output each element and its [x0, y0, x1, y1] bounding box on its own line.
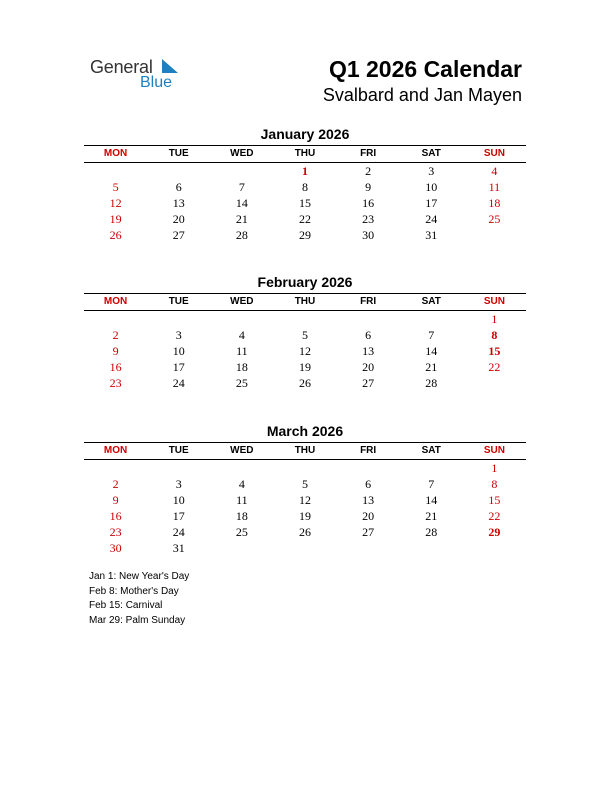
- week-row: [84, 524, 526, 540]
- day-cell: 30: [362, 228, 375, 242]
- day-cell: 8: [301, 180, 308, 194]
- day-cell: 8: [491, 477, 498, 491]
- day-cell: 15: [298, 196, 311, 210]
- weekday-header: THU: [294, 148, 316, 159]
- day-cell: [84, 311, 147, 327]
- day-cell: 23: [362, 212, 375, 226]
- day-cell: 4: [491, 164, 498, 178]
- day-cell: 6: [365, 328, 372, 342]
- week-row: [84, 195, 526, 211]
- day-cell: 2: [112, 477, 119, 491]
- day-cell: 17: [172, 360, 185, 374]
- day-cell: 19: [298, 509, 311, 523]
- day-cell: 4: [238, 328, 245, 342]
- day-cell: 1: [491, 461, 498, 475]
- day-cell: [210, 540, 273, 556]
- weekday-header-row: [84, 145, 526, 163]
- day-cell: 6: [175, 180, 182, 194]
- day-cell: 6: [365, 477, 372, 491]
- weekday-header: WED: [230, 445, 254, 456]
- month-february: [84, 273, 526, 391]
- day-cell: [337, 540, 400, 556]
- day-cell: 20: [172, 212, 185, 226]
- day-cell: 27: [362, 525, 375, 539]
- week-row: [84, 492, 526, 508]
- weekday-header: THU: [294, 296, 316, 307]
- day-cell: 8: [491, 328, 498, 342]
- day-cell: 28: [425, 376, 438, 390]
- day-cell: 25: [235, 376, 248, 390]
- day-cell: 5: [112, 180, 119, 194]
- weekday-header: TUE: [168, 296, 189, 307]
- day-cell: [273, 460, 336, 476]
- day-cell: 24: [425, 212, 438, 226]
- day-cell: 28: [235, 228, 248, 242]
- day-cell: [210, 311, 273, 327]
- day-cell: [463, 227, 526, 243]
- weekday-header: TUE: [168, 445, 189, 456]
- holiday-item: Feb 15: Carnival: [89, 600, 163, 611]
- day-cell: 20: [362, 509, 375, 523]
- day-cell: 7: [238, 180, 245, 194]
- day-cell: [273, 311, 336, 327]
- day-cell: [147, 163, 210, 179]
- week-row: [84, 227, 526, 243]
- day-cell: 13: [362, 344, 375, 358]
- weekday-header: SAT: [421, 148, 441, 159]
- day-cell: 7: [428, 477, 435, 491]
- day-cell: 22: [488, 360, 501, 374]
- weekday-header: SAT: [421, 296, 441, 307]
- week-row: [84, 311, 526, 327]
- day-cell: 10: [425, 180, 438, 194]
- day-cell: 1: [301, 164, 308, 178]
- weekday-header-row: [84, 442, 526, 460]
- day-cell: 11: [488, 180, 501, 194]
- day-cell: [210, 163, 273, 179]
- day-cell: [337, 460, 400, 476]
- day-cell: 7: [428, 328, 435, 342]
- day-cell: 14: [425, 493, 438, 507]
- day-cell: 24: [172, 376, 185, 390]
- day-cell: 26: [109, 228, 122, 242]
- holiday-list: [89, 570, 189, 628]
- logo-triangle-icon: [162, 59, 178, 73]
- day-cell: 22: [298, 212, 311, 226]
- day-cell: 22: [488, 509, 501, 523]
- holiday-item: Feb 8: Mother's Day: [89, 585, 179, 597]
- day-cell: 12: [298, 344, 311, 358]
- logo: [90, 56, 190, 96]
- day-cell: 16: [362, 196, 375, 210]
- day-cell: [147, 311, 210, 327]
- day-cell: 9: [112, 344, 119, 358]
- week-row: [84, 540, 526, 556]
- day-cell: 29: [298, 228, 311, 242]
- day-cell: [400, 460, 463, 476]
- weekday-header: WED: [230, 296, 254, 307]
- day-cell: [463, 375, 526, 391]
- week-row: [84, 179, 526, 195]
- week-row: [84, 508, 526, 524]
- logo-text-blue: Blue: [140, 74, 173, 91]
- day-cell: [84, 460, 147, 476]
- day-cell: 1: [491, 312, 498, 326]
- day-cell: 12: [298, 493, 311, 507]
- weekday-header: FRI: [360, 148, 377, 159]
- day-cell: 18: [488, 196, 501, 210]
- weekday-header: THU: [294, 445, 316, 456]
- weekday-header: WED: [230, 148, 254, 159]
- weekday-header: SUN: [483, 445, 505, 456]
- day-cell: 11: [236, 493, 248, 507]
- day-cell: 20: [362, 360, 375, 374]
- day-cell: 29: [488, 525, 501, 539]
- day-cell: [273, 540, 336, 556]
- day-cell: 15: [488, 493, 501, 507]
- day-cell: [147, 460, 210, 476]
- day-cell: 21: [235, 212, 248, 226]
- day-cell: 9: [112, 493, 119, 507]
- day-cell: 27: [172, 228, 185, 242]
- day-cell: 3: [175, 477, 182, 491]
- day-cell: 3: [428, 164, 435, 178]
- week-row: [84, 163, 526, 179]
- month-january: [84, 125, 526, 243]
- day-cell: 14: [235, 196, 248, 210]
- logo-text-general: General: [90, 57, 153, 77]
- day-cell: 9: [365, 180, 372, 194]
- day-cell: 4: [238, 477, 245, 491]
- day-cell: 11: [236, 344, 248, 358]
- day-cell: 16: [109, 509, 122, 523]
- day-cell: 18: [235, 360, 248, 374]
- day-cell: 3: [175, 328, 182, 342]
- day-cell: 18: [235, 509, 248, 523]
- day-cell: 5: [301, 477, 308, 491]
- day-cell: 23: [109, 376, 122, 390]
- week-row: [84, 327, 526, 343]
- day-cell: 19: [298, 360, 311, 374]
- weekday-header: FRI: [360, 445, 377, 456]
- day-cell: [210, 460, 273, 476]
- week-row: [84, 359, 526, 375]
- weekday-header-row: [84, 293, 526, 311]
- day-cell: 27: [362, 376, 375, 390]
- day-cell: 17: [172, 509, 185, 523]
- day-cell: 30: [109, 541, 122, 555]
- week-row: [84, 343, 526, 359]
- weekday-header: MON: [103, 148, 128, 159]
- day-cell: 25: [235, 525, 248, 539]
- day-cell: [400, 311, 463, 327]
- page-title: Q1 2026 Calendar: [328, 56, 522, 82]
- day-cell: 15: [488, 344, 501, 358]
- day-cell: 13: [172, 196, 185, 210]
- day-cell: 28: [425, 525, 438, 539]
- day-cell: 21: [425, 509, 438, 523]
- month-title: March 2026: [266, 423, 344, 439]
- weekday-header: SAT: [421, 445, 441, 456]
- day-cell: 26: [298, 376, 311, 390]
- holiday-item: Jan 1: New Year's Day: [89, 571, 190, 582]
- day-cell: 24: [172, 525, 185, 539]
- week-row: [84, 460, 526, 476]
- day-cell: 26: [298, 525, 311, 539]
- day-cell: 10: [172, 493, 185, 507]
- day-cell: [463, 540, 526, 556]
- day-cell: 5: [301, 328, 308, 342]
- weekday-header: MON: [103, 296, 128, 307]
- weekday-header: FRI: [360, 296, 377, 307]
- day-cell: 19: [109, 212, 122, 226]
- week-row: [84, 211, 526, 227]
- day-cell: 25: [488, 212, 501, 226]
- day-cell: 23: [109, 525, 122, 539]
- day-cell: 13: [362, 493, 375, 507]
- day-cell: [400, 540, 463, 556]
- day-cell: 31: [425, 228, 438, 242]
- weekday-header: TUE: [168, 148, 189, 159]
- day-cell: [84, 163, 147, 179]
- day-cell: 2: [365, 164, 372, 178]
- holiday-item: Mar 29: Palm Sunday: [89, 614, 186, 626]
- day-cell: 17: [425, 196, 438, 210]
- day-cell: [337, 311, 400, 327]
- week-row: [84, 375, 526, 391]
- weekday-header: SUN: [483, 296, 505, 307]
- day-cell: 14: [425, 344, 438, 358]
- weekday-header: MON: [103, 445, 128, 456]
- month-title: February 2026: [257, 274, 353, 290]
- weekday-header: SUN: [483, 148, 505, 159]
- week-row: [84, 476, 526, 492]
- day-cell: 2: [112, 328, 119, 342]
- day-cell: 12: [109, 196, 122, 210]
- day-cell: 10: [172, 344, 185, 358]
- day-cell: 16: [109, 360, 122, 374]
- month-march: [84, 422, 526, 556]
- day-cell: 31: [172, 541, 185, 555]
- day-cell: 21: [425, 360, 438, 374]
- page-subtitle: Svalbard and Jan Mayen: [322, 85, 522, 105]
- month-title: January 2026: [260, 126, 350, 142]
